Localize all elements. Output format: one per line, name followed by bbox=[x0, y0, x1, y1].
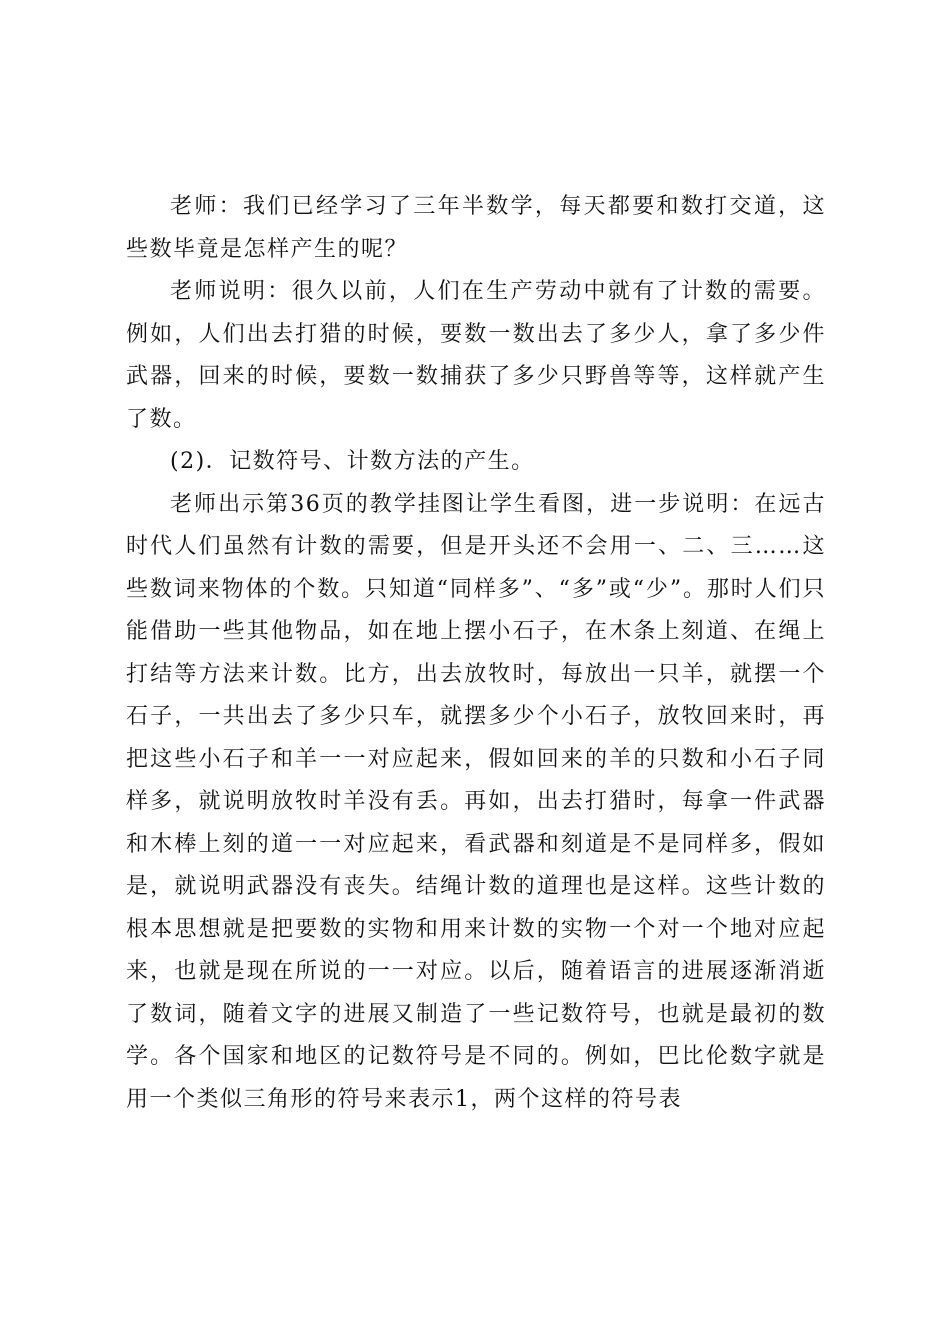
paragraph-teacher-explanation: 老师说明：很久以前，人们在生产劳动中就有了计数的需要。例如，人们出去打猎的时候，要数一数出去了多少人，拿了多少件武器，回来的时候，要数一数捕获了多少只野兽等等，这样就产生了数。 bbox=[126, 279, 826, 432]
paragraph-section-heading: (2)．记数符号、计数方法的产生。 bbox=[170, 449, 535, 474]
paragraph-counting-history: 老师出示第36页的教学挂图让学生看图，进一步说明：在远古时代人们虽然有计数的需要，但是开头还不会用一、二、三……这些数词来物体的个数。只知道“同样多”、“多”或“少”。那时人们只能借助一些其他物品，如在地上摆小石子，在木条上刻道、在绳上打结等方法来计数。比方，出去放牧时，每放出一只羊，就摆一个石子，一共出去了多少只车，就摆多少个小石子，放牧回来时，再把这些小石子和羊一一对应起来，假如回来的羊的只数和小石子同样多，就说明放牧时羊没有丢。再如，出去打猎时，每拿一件武器和木棒上刻的道一一对应起来，看武器和刻道是不是同样多，假如是，就说明武器没有丧失。结绳计数的道理也是这样。这些计数的根本思想就是把要数的实物和用来计数的实物一个对一个地对应起来，也就是现在所说的一一对应。以后，随着语言的进展逐渐消逝了数词，随着文字的进展又制造了一些记数符号，也就是最初的数学。各个国家和地区的记数符号是不同的。例如，巴比伦数字就是用一个类似三角形的符号来表示1，两个这样的符号表 bbox=[126, 491, 826, 1112]
body-text bbox=[126, 186, 826, 1121]
paragraph-teacher-question: 老师：我们已经学习了三年半数学，每天都要和数打交道，这些数毕竟是怎样产生的呢？ bbox=[126, 194, 826, 262]
